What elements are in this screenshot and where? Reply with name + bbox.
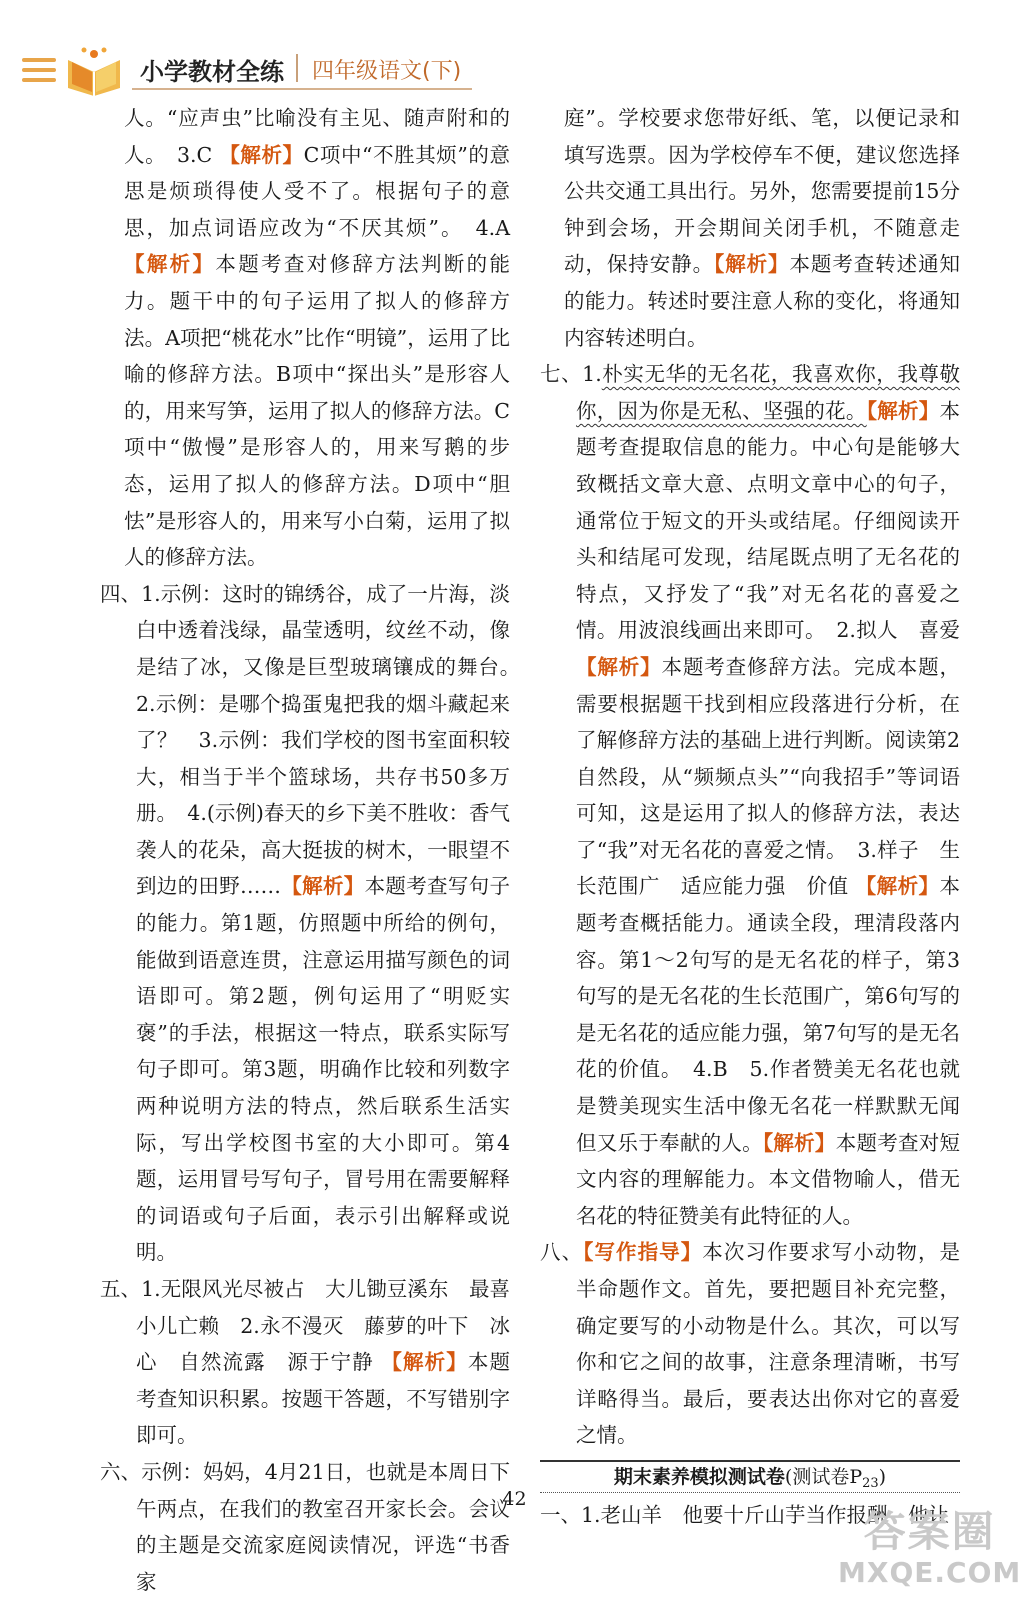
section-ref: [784, 1465, 887, 1491]
answer-text: 本题考查修辞方法。完成本题，需要根据题干找到相应段落进行分析，在了解修辞方法的基础上进行判断。阅读第2自然段，从“频频点头”“向我招手”等词语可知，这是运用了拟人的修辞方法，表达了“我”对无名花的喜爱之情。 3.样子 生长范围广 适应能力强 价值: [576, 654, 961, 899]
answer-block-4: [100, 576, 531, 1271]
answer-text: 八、: [540, 1240, 584, 1265]
analysis-tag: 【解析】: [576, 654, 662, 679]
answer-text: 本题考查对修辞方法判断的能力。题干中的句子运用了拟人的修辞方法。A项把“桃花水”比作“明镜”，运用了比喻的修辞方法。B项中“探出头”是形容人的，用来写笋，运用了拟人的修辞方法。C项中“傲慢”是形容人的，用来写鹅的步态，运用了拟人的修辞方法。D项中“胆怯”是形容人的，用来写小白菊，运用了拟人的修辞方法。: [124, 252, 510, 570]
answer-text: C项中“不胜其烦”的意思是烦琐得使人受不了。根据句子的意思，加点词语应改为“不厌其烦”。 4.A: [124, 142, 510, 240]
answer-text: 一、1.老山羊 他要十斤山芋当作报酬 他让: [540, 1502, 950, 1527]
analysis-tag: 【解析】: [762, 1130, 836, 1155]
answer-block-5: [100, 1271, 510, 1454]
answer-text: 本题考查对短文内容的理解能力。本文借物喻人，借无名花的特征赞美有此特征的人。: [576, 1130, 961, 1228]
answer-block-6-cont: [540, 100, 960, 356]
header-stripes: [22, 58, 56, 88]
open-book-logo-icon: [62, 42, 126, 98]
right-column: [540, 100, 960, 1534]
answer-block-3: [100, 100, 510, 576]
answer-block-7: [540, 356, 960, 1234]
answer-text: 人。“应声虫”比喻没有主见、随声附和的人。 3.C: [124, 106, 510, 167]
watermark-text: 答案圈: [863, 1507, 996, 1556]
analysis-tag: 【解析】: [219, 142, 304, 167]
answer-text: 本题考查概括能力。通读全段，理清段落内容。第1～2句写的是无名花的样子，第3句写的是无名花的生长范围广，第6句写的是无名花的适应能力强，第7句写的是无名花的价值。 4.B 5.作者赞美无名花也就是赞美现实生活中像无名花一样默默无闻但又乐于奉献的人。: [576, 874, 961, 1155]
answer-text: 庭”。学校要求您带好纸、笔，以便记录和填写选票。因为学校停车不便，建议您选择公共交通工具出行。另外，您需要提前15分钟到会场，开会期间关闭手机，不随意走动，保持安静。: [564, 106, 960, 277]
page-header: [0, 0, 1029, 100]
answer-block-8: [540, 1234, 960, 1454]
section-ref-text: (测试卷P: [784, 1465, 863, 1488]
answer-text: 六、示例：妈妈，4月21日，也就是本周日下午两点，在我们的教室召开家长会。会议的主题是交流家庭阅读情况，评选“书香家: [100, 1459, 510, 1594]
analysis-tag: 【解析】: [855, 874, 940, 899]
answer-text: 七、1.: [540, 362, 602, 387]
header-rule: [132, 88, 472, 90]
answer-text: 四、1.示例：这时的锦绣谷，成了一片海，淡白中透着浅绿，晶莹透明，纹丝不动，像是结了冰，又像是巨型玻璃镶成的舞台。 2.示例：是哪个捣蛋鬼把我的烟斗藏起来了？ 3.示例：我们学校的图书室面积较大，相当于半个篮球场，共存书50多万册。 4.(示例)春天的乡下美不胜收：香气袭人的花朵，高大挺拔的树木，一眼望不到边的田野……: [100, 581, 531, 899]
header-divider: [296, 54, 298, 82]
answer-text: 五、1.无限风光尽被占 大儿锄豆溪东 最喜小儿亡赖 2.永不漫灭 藤萝的叶下 冰心 自然流露 源于宁静: [100, 1277, 510, 1375]
section-title: 期末素养模拟测试卷: [613, 1465, 785, 1488]
answer-block-6: [100, 1454, 510, 1600]
answer-text: 本次习作要求写小动物，是半命题作文。首先，要把题目补充完整，确定要写的小动物是什么。其次，可以写你和它之间的故事，注意条理清晰，书写详略得当。最后，要表达出你对它的喜爱之情。: [576, 1240, 961, 1448]
answer-text: 本题考查知识积累。按题干答题，不写错别字即可。: [136, 1350, 510, 1448]
section-ref-close: ): [878, 1465, 887, 1488]
answer-text: 本题考查转述通知的能力。转述时要注意人称的变化，将通知内容转述明白。: [564, 252, 961, 350]
analysis-tag: 【解析】: [866, 398, 940, 423]
watermark: [838, 1508, 1021, 1590]
page-number: 42: [502, 1488, 527, 1510]
writing-guide-tag: 【写作指导】: [583, 1240, 703, 1265]
answer-text: 本题考查提取信息的能力。中心句是能够大致概括文章大意、点明文章中心的句子，通常位于短文的开头或结尾。仔细阅读开头和结尾可发现，结尾既点明了无名花的特点，又抒发了“我”对无名花的喜爱之情。用波浪线画出来即可。 2.拟人 喜爱: [576, 398, 961, 643]
analysis-tag: 【解析】: [714, 252, 790, 277]
watermark-url: MXQE.COM: [838, 1556, 1022, 1589]
analysis-tag: 【解析】: [281, 874, 365, 899]
analysis-tag: 【解析】: [381, 1350, 468, 1375]
section-ref-subscript: 23: [862, 1475, 879, 1491]
wavy-underlined-sentence: 朴实无华的无名花，我喜欢你，我尊敬你，因为你是无私、坚强的花。: [576, 362, 961, 423]
series-title: 小学教材全练: [140, 58, 284, 86]
analysis-tag: 【解析】: [124, 252, 216, 277]
subject-title: 四年级语文(下): [312, 59, 462, 84]
answer-text: 本题考查写句子的能力。第1题，仿照题中所给的例句，能做到语意连贯，注意运用描写颜色的词语即可。第2题，例句运用了“明贬实褒”的手法，根据这一特点，联系实际写句子即可。第3题，明确作比较和列数字两种说明方法的特点，然后联系生活实际，写出学校图书室的大小即可。第4题，运用冒号写句子，冒号用在需要解释的词语或句子后面，表示引出解释或说明。: [136, 874, 510, 1265]
